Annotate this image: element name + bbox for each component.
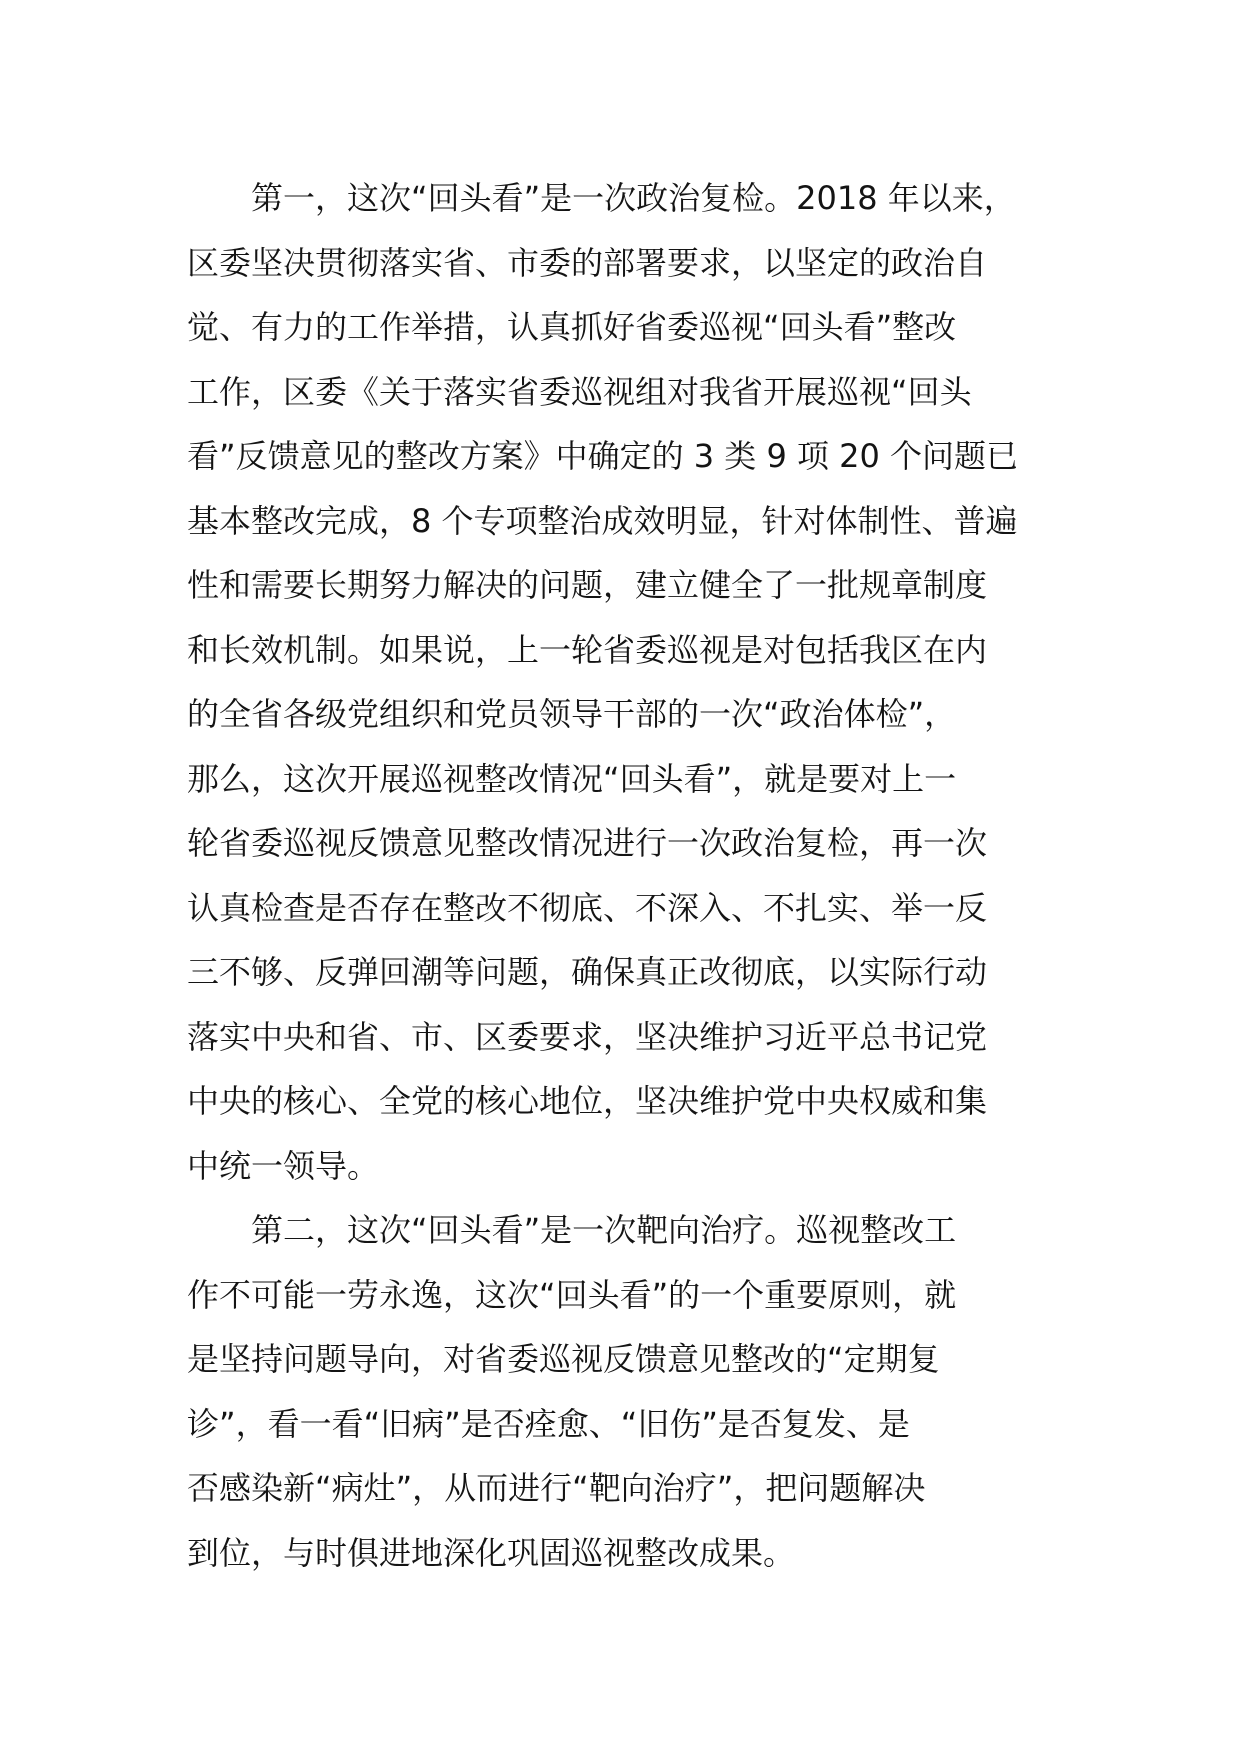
paragraph-line: 看”反馈意见的整改方案》中确定的 3 类 9 项 20 个问题已 (187, 437, 1019, 475)
paragraph-line: 性和需要长期努力解决的问题，建立健全了一批规章制度 (187, 566, 988, 604)
paragraph-line: 的全省各级党组织和党员领导干部的一次“政治体检”， (187, 695, 957, 733)
paragraph-line: 觉、有力的工作举措，认真抓好省委巡视“回头看”整改 (187, 308, 957, 346)
paragraph-line: 认真检查是否存在整改不彻底、不深入、不扎实、举一反 (187, 888, 988, 927)
paragraph-line: 到位，与时俱进地深化巩固巡视整改成果。 (187, 1533, 796, 1572)
paragraph-line: 否感染新“病灶”，从而进行“靶向治疗”，把问题解决 (187, 1469, 926, 1507)
paragraph-line: 区委坚决贯彻落实省、市委的部署要求，以坚定的政治自 (187, 243, 988, 282)
paragraph-line: 作不可能一劳永逸，这次“回头看”的一个重要原则，就 (187, 1275, 957, 1314)
document-body (187, 166, 1067, 1585)
paragraph-line: 是坚持问题导向，对省委巡视反馈意见整改的“定期复 (187, 1340, 940, 1378)
paragraph-line: 和长效机制。如果说，上一轮省委巡视是对包括我区在内 (187, 630, 988, 669)
paragraph-line: 工作，区委《关于落实省委巡视组对我省开展巡视“回头 (187, 372, 972, 411)
paragraph-line: 基本整改完成，8 个专项整治成效明显，针对体制性、普遍 (187, 501, 1018, 540)
paragraph-line: 落实中央和省、市、区委要求，坚决维护习近平总书记党 (187, 1017, 988, 1056)
paragraph-political-recheck (187, 166, 1067, 1198)
paragraph-targeted-treatment (187, 1198, 1067, 1585)
paragraph-line: 诊”，看一看“旧病”是否痊愈、“旧伤”是否复发、是 (187, 1404, 910, 1443)
paragraph-line: 中统一领导。 (187, 1146, 380, 1185)
paragraph-line: 中央的核心、全党的核心地位，坚决维护党中央权威和集 (187, 1082, 988, 1120)
paragraph-line: 第一，这次“回头看”是一次政治复检。2018 年以来， (251, 179, 1016, 217)
paragraph-line: 那么，这次开展巡视整改情况“回头看”，就是要对上一 (187, 759, 957, 798)
paragraph-line: 第二，这次“回头看”是一次靶向治疗。巡视整改工 (251, 1211, 957, 1249)
paragraph-line: 轮省委巡视反馈意见整改情况进行一次政治复检，再一次 (187, 824, 988, 862)
paragraph-line: 三不够、反弹回潮等问题，确保真正改彻底，以实际行动 (187, 953, 988, 991)
